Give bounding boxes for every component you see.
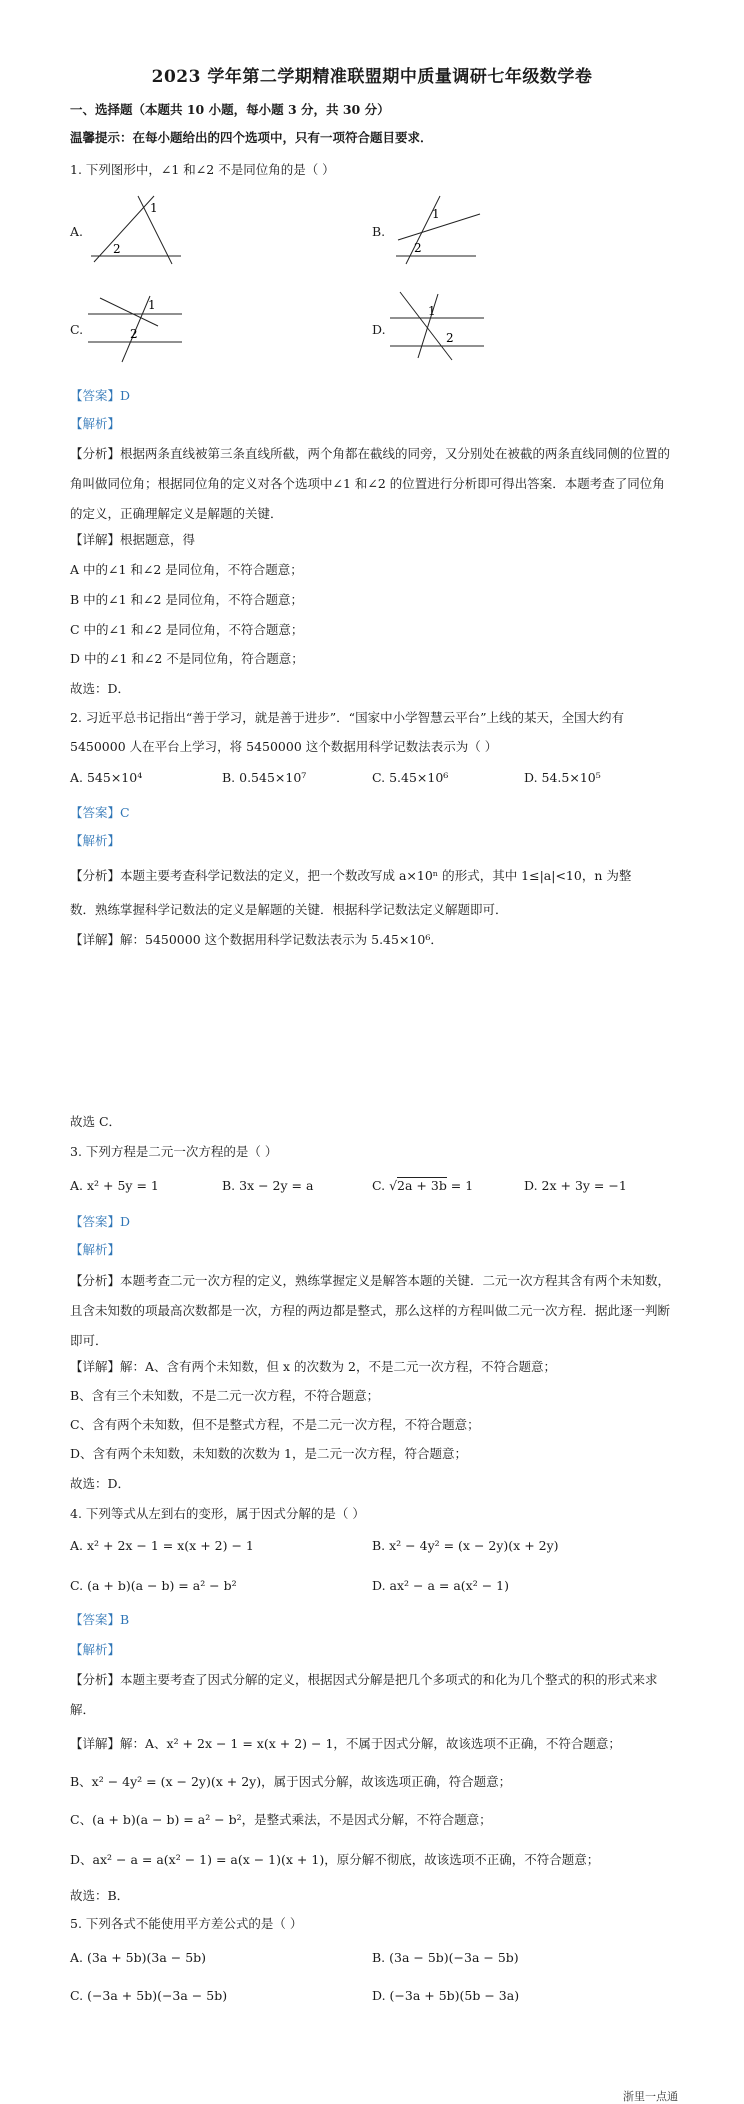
q3-stem: 3. 下列方程是二元一次方程的是（ ） [70, 1144, 278, 1159]
tip-text: 温馨提示：在每小题给出的四个选项中，只有一项符合题目要求． [70, 130, 433, 145]
q1-option-c-label: C. [70, 322, 84, 337]
q3-option-d: D. 2x + 3y = −1 [524, 1178, 627, 1193]
q1d-angle2-label: 2 [446, 331, 454, 345]
q2-option-d: D. 54.5×10⁵ [524, 770, 601, 785]
q2-option-b: B. 0.545×10⁷ [222, 770, 307, 785]
q3-choose: 故选：D． [70, 1476, 131, 1491]
page-title: 2023 学年第二学期精准联盟期中质量调研七年级数学卷 [151, 67, 593, 87]
q1-figure-c [86, 290, 186, 364]
q3-detail-d: D、含有两个未知数，未知数的次数为 1，是二元一次方程，符合题意； [70, 1446, 467, 1461]
q4-detail-d: D、ax² − a = a(x² − 1) = a(x − 1)(x + 1)，原分解不彻底，故该选项不正确，不符合题意； [70, 1852, 600, 1867]
q2-analysis-line2: 数．熟练掌握科学记数法的定义是解题的关键．根据科学记数法定义解题即可． [70, 902, 508, 917]
q3-option-b: B. 3x − 2y = a [222, 1178, 314, 1193]
q2-choose: 故选 C． [70, 1114, 122, 1129]
q2-answer: 【答案】C [70, 805, 130, 820]
q1-figure-b [388, 192, 488, 266]
q1-option-a-label: A. [70, 224, 84, 239]
q1c-angle2-label: 2 [130, 327, 138, 341]
q4-detail-a: 【详解】解：A、x² + 2x − 1 = x(x + 2) − 1，不属于因式分解，故该选项不正确，不符合题意； [70, 1736, 621, 1751]
q3-option-c-radicand: 2a + 3b [397, 1178, 447, 1193]
q3-detail-b: B、含有三个未知数，不是二元一次方程，不符合题意； [70, 1388, 380, 1403]
q3-option-c-label: C. [372, 1178, 390, 1193]
q4-analysis: 【分析】本题主要考查了因式分解的定义，根据因式分解是把几个多项式的和化为几个整式的积的形式来求解． [70, 1672, 658, 1717]
q1-stem: 1. 下列图形中，∠1 和∠2 不是同位角的是（ ） [70, 162, 335, 177]
q4-detail-c: C、(a + b)(a − b) = a² − b²，是整式乘法，不是因式分解，不符合题意； [70, 1812, 492, 1827]
q3-analysis: 【分析】本题考查二元一次方程的定义，熟练掌握定义是解答本题的关键．二元一次方程其含有两个未知数，且含未知数的项最高次数都是一次，方程的两边都是整式，那么这样的方程叫做二元一次方程．据此逐一判断即可． [70, 1273, 671, 1348]
q2-option-a: A. 545×10⁴ [70, 770, 143, 785]
q5-stem: 5. 下列各式不能使用平方差公式的是（ ） [70, 1916, 303, 1931]
q2-detail: 【详解】解：5450000 这个数据用科学记数法表示为 5.45×10⁶． [70, 932, 443, 947]
q4-option-d: D. ax² − a = a(x² − 1) [372, 1578, 509, 1593]
q2-option-c: C. 5.45×10⁶ [372, 770, 449, 785]
q3-detail-c: C、含有两个未知数，但不是整式方程，不是二元一次方程，不符合题意； [70, 1417, 480, 1432]
q3-option-c-rhs: = 1 [446, 1178, 474, 1193]
section-heading: 一、选择题（本题共 10 小题，每小题 3 分，共 30 分） [70, 102, 390, 117]
q1-detail: 【详解】根据题意，得 [70, 532, 196, 547]
q1d-angle1-label: 1 [428, 304, 436, 318]
q4-analysis-tag: 【解析】 [70, 1642, 121, 1657]
q1-analysis-tag: 【解析】 [70, 416, 121, 431]
q1a-angle1-label: 1 [150, 201, 158, 215]
q1-choose: 故选：D． [70, 681, 131, 696]
q4-option-a: A. x² + 2x − 1 = x(x + 2) − 1 [70, 1538, 254, 1553]
q5-option-d: D. (−3a + 5b)(5b − 3a) [372, 1988, 520, 2003]
q1-option-b-label: B. [372, 224, 386, 239]
q2-analysis-line1: 【分析】本题主要考查科学记数法的定义，把一个数改写成 a×10ⁿ 的形式，其中 1≤|a|<10，n 为整 [70, 868, 632, 883]
q4-stem: 4. 下列等式从左到右的变形，属于因式分解的是（ ） [70, 1506, 365, 1521]
q1c-angle1-label: 1 [148, 298, 156, 312]
q2-stem-line1: 2. 习近平总书记指出“善于学习，就是善于进步”．“国家中小学智慧云平台”上线的某天，全国大约有 [70, 710, 624, 725]
q1b-angle1-label: 1 [432, 207, 440, 221]
sqrt-icon: √ [389, 1178, 398, 1193]
q2-analysis-tag: 【解析】 [70, 833, 121, 848]
q1-figure-a [86, 192, 186, 266]
q1-option-d-label: D. [372, 322, 386, 337]
q4-choose: 故选：B． [70, 1888, 130, 1903]
q1b-angle2-label: 2 [414, 241, 422, 255]
q1-analysis: 【分析】根据两条直线被第三条直线所截，两个角都在截线的同旁，又分别处在被截的两条直线同侧的位置的角叫做同位角；根据同位角的定义对各个选项中∠1 和∠2 的位置进行分析即可得出答案．本题考查了同位角的定义，正确理解定义是解题的关键． [70, 446, 671, 521]
q3-answer: 【答案】D [70, 1214, 131, 1229]
q3-option-c [372, 1178, 473, 1193]
q5-option-c: C. (−3a + 5b)(−3a − 5b) [70, 1988, 228, 2003]
q4-answer: 【答案】B [70, 1612, 130, 1627]
q4-option-c: C. (a + b)(a − b) = a² − b² [70, 1578, 237, 1593]
q4-option-b: B. x² − 4y² = (x − 2y)(x + 2y) [372, 1538, 559, 1553]
q1-detail-b: B 中的∠1 和∠2 是同位角，不符合题意； [70, 592, 303, 607]
q3-analysis-tag: 【解析】 [70, 1242, 121, 1257]
footer-brand: 浙里一点通 [623, 2091, 678, 2103]
q3-detail-a: 【详解】解：A、含有两个未知数，但 x 的次数为 2，不是二元一次方程，不符合题意； [70, 1359, 556, 1374]
q1-figure-d [388, 288, 488, 364]
q1a-angle2-label: 2 [113, 242, 121, 256]
q1-detail-c: C 中的∠1 和∠2 是同位角，不符合题意； [70, 622, 304, 637]
q4-detail-b: B、x² − 4y² = (x − 2y)(x + 2y)，属于因式分解，故该选项正确，符合题意； [70, 1774, 512, 1789]
q5-option-b: B. (3a − 5b)(−3a − 5b) [372, 1950, 519, 1965]
q1-detail-d: D 中的∠1 和∠2 不是同位角，符合题意； [70, 651, 304, 666]
q2-stem-line2: 5450000 人在平台上学习，将 5450000 这个数据用科学记数法表示为（ ） [70, 739, 498, 754]
q3-option-a: A. x² + 5y = 1 [70, 1178, 159, 1193]
q1-answer: 【答案】D [70, 388, 131, 403]
q5-option-a: A. (3a + 5b)(3a − 5b) [70, 1950, 207, 1965]
q1-detail-a: A 中的∠1 和∠2 是同位角，不符合题意； [70, 562, 303, 577]
